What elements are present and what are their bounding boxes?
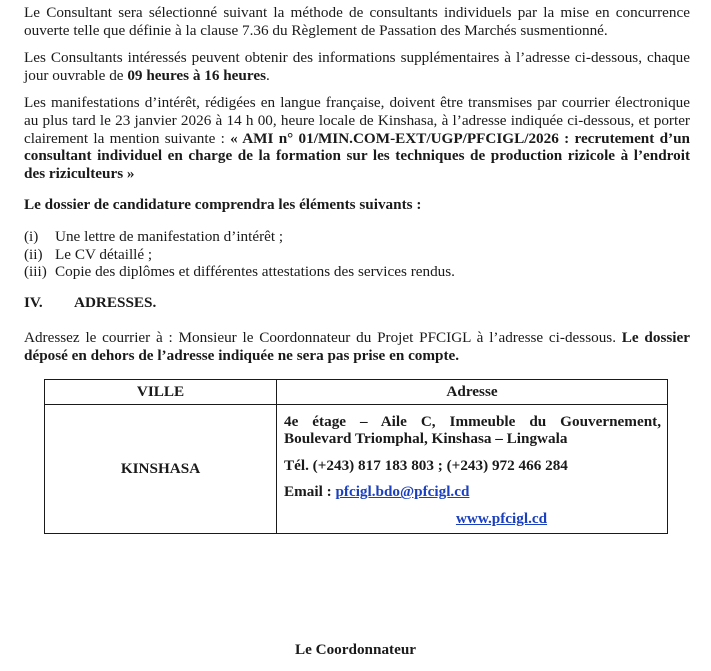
list-item: [24, 263, 690, 281]
submission-paragraph: [24, 94, 690, 182]
info-hours-text: Les Consultants intéressés peuvent obtenir des informations supplémentaires à l’adresse ci-dessous, chaque jour ouvrable de: [24, 49, 690, 84]
list-item-text: Une lettre de manifestation d’intérêt ;: [55, 227, 284, 245]
section-title: ADRESSES.: [74, 293, 157, 311]
address-cell: [277, 404, 668, 534]
office-hours: 09 heures à 16 heures: [127, 66, 266, 84]
submission-text: Les manifestations d’intérêt, rédigées en langue française, doivent être transmises par courrier électronique au plus tard le 23 janvier 2026 à 14 h 00, heure locale de Kinshasa, à l’adresse indiquée ci-dessous, et porter clairement la mention suivante :: [24, 94, 690, 147]
list-item-text: Le CV détaillé ;: [55, 245, 153, 263]
telephone: Tél. (+243) 817 183 803 ; (+243) 972 466 284: [284, 456, 568, 474]
table-row: [45, 404, 668, 534]
section-number: IV.: [24, 293, 43, 311]
dossier-heading-wrap: [24, 196, 690, 214]
website-link[interactable]: www.pfcigl.cd: [455, 509, 548, 527]
address-warning: Le dossier déposé en dehors de l’adresse indiquée ne sera pas prise en compte.: [24, 329, 690, 364]
list-item: [24, 228, 690, 246]
email-line: [284, 483, 661, 501]
address-table: [44, 379, 668, 535]
dossier-heading: Le dossier de candidature comprendra les éléments suivants :: [24, 196, 422, 214]
header-adresse: Adresse: [277, 379, 668, 404]
list-item-text: Copie des diplômes et différentes attestations des services rendus.: [55, 263, 455, 281]
header-ville: VILLE: [45, 379, 277, 404]
info-hours-end: .: [266, 66, 270, 84]
table-header-row: [45, 379, 668, 404]
street-address: 4e étage – Aile C, Immeuble du Gouvernement, Boulevard Triomphal, Kinshasa – Lingwala: [284, 412, 661, 448]
signature: Le Coordonnateur: [294, 641, 417, 658]
email-link[interactable]: pfcigl.bdo@pfcigl.cd: [335, 483, 470, 501]
ami-reference: « AMI n° 01/MIN.COM-EXT/UGP/PFCIGL/2026 : recrutement d’un consultant individuel en charge de la formation sur les techniques de production rizicole à l’endroit des riziculteurs »: [24, 129, 691, 182]
list-item-number: (iii): [24, 263, 47, 281]
list-item: [24, 246, 690, 264]
email-label: Email :: [284, 483, 336, 501]
selection-method-paragraph: Le Consultant sera sélectionné suivant la méthode de consultants individuels par la mise en concurrence ouverte telle que définie à la clause 7.36 du Règlement de Passation des Marchés susmentionné.: [24, 4, 690, 39]
document-page: [24, 4, 690, 534]
address-paragraph-text: Adressez le courrier à : Monsieur le Coordonnateur du Projet PFCIGL à l’adresse ci-dessous.: [24, 329, 622, 347]
info-hours-paragraph: [24, 49, 690, 84]
dossier-list: [24, 228, 690, 281]
list-item-number: (ii): [24, 245, 43, 263]
address-paragraph: [24, 329, 690, 364]
website-line: [284, 510, 661, 528]
section-heading: [24, 294, 690, 312]
list-item-number: (i): [24, 227, 39, 245]
city-cell: KINSHASA: [45, 404, 277, 534]
